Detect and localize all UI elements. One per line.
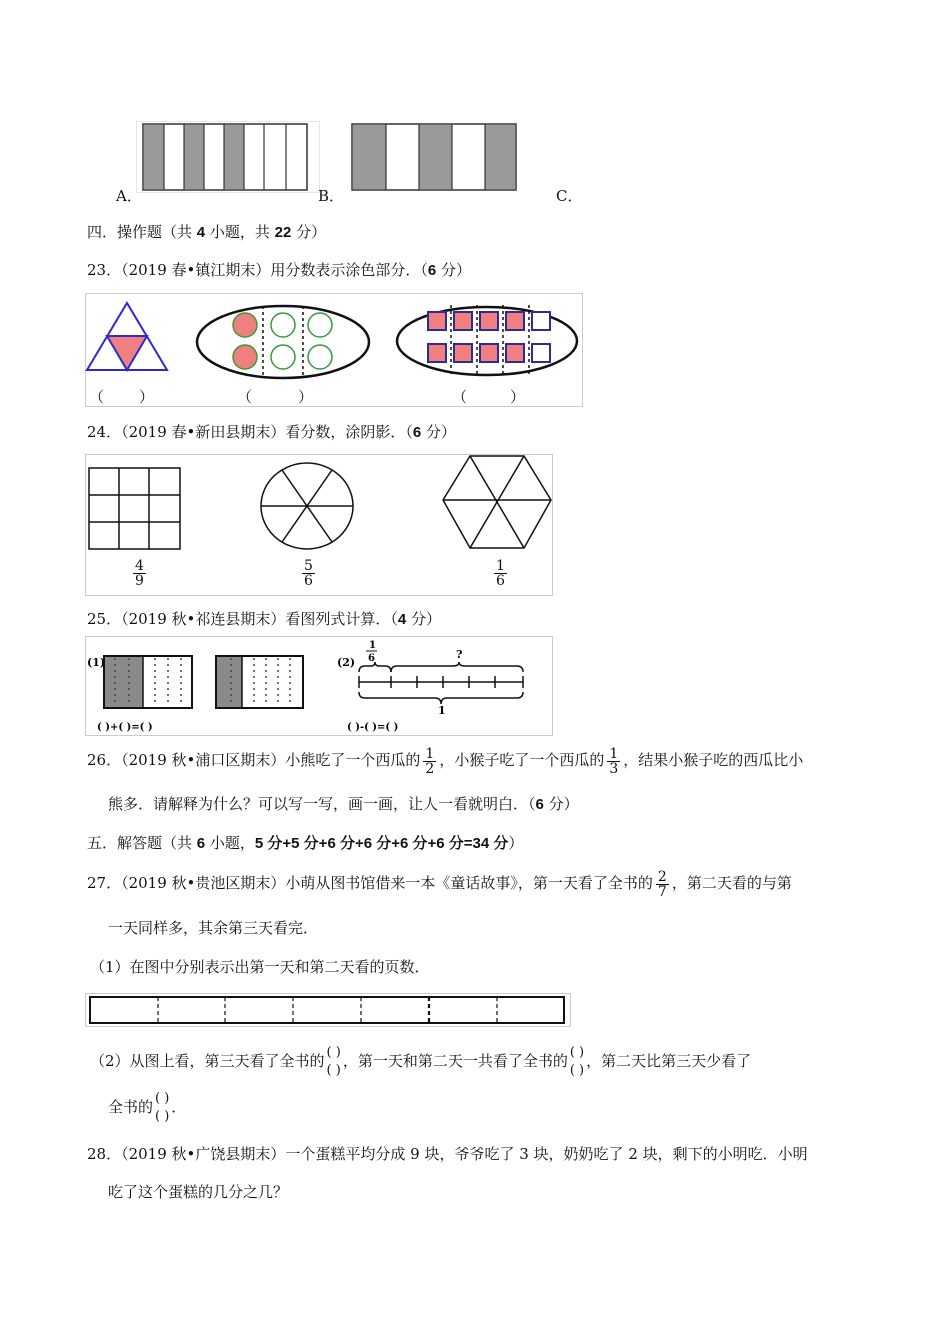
section4-heading: 四．操作题（共 4 小题，共 22 分） — [87, 223, 327, 241]
q28-stem-line2: 吃了这个蛋糕的几分之几？ — [108, 1183, 289, 1201]
q23-figure — [85, 293, 583, 407]
q23-answer-2-open: （ — [237, 388, 253, 406]
q27-subq2-cont: 全书的 ( ) ( ) ． — [108, 1091, 187, 1124]
q28-stem-line1: 28．（2019 秋•广饶县期末）一个蛋糕平均分成 9 块，爷爷吃了 3 块，奶奶吃了 2 块，剩下的小明吃．小明 — [87, 1145, 808, 1163]
q27-blank-2[interactable]: ( ) ( ) — [569, 1045, 585, 1078]
section5-heading: 五．解答题（共 6 小题，5 分+5 分+6 分+6 分+6 分+6 分=34 分） — [87, 834, 524, 852]
q25-part1-label: (1) — [87, 656, 106, 669]
q27-fraction: $\frac{2}{7}$ — [657, 868, 667, 900]
q23-answer-1-close: ） — [139, 388, 155, 406]
q23-answer-2-close: ） — [298, 388, 314, 406]
q27-blank-1[interactable]: ( ) ( ) — [326, 1045, 341, 1078]
q25-equation-1: ( )+( )=( ) — [97, 722, 153, 733]
q23-stem: 23．（2019 春•镇江期末）用分数表示涂色部分．（6 分） — [87, 261, 472, 279]
q26-stem-line1: 26．（2019 秋•浦口区期末）小熊吃了一个西瓜的 $\frac{1}{2}$ ，小猴子吃了一个西瓜的 $\frac{1}{3}$ ，结果小猴子吃的西瓜比小 — [87, 745, 804, 777]
q27-subq2: （2）从图上看，第三天看了全书的 ( ) ( ) ，第一天和第二天一共看了全书的 ( ) ( ) ，第二天比第三天少看了 — [90, 1045, 752, 1078]
option-a-label[interactable]: A． — [116, 187, 142, 205]
q25-part2-label: (2) — [337, 656, 356, 669]
q23-answer-3-open: （ — [452, 388, 468, 406]
q26-stem-line2: 熊多．请解释为什么？可以写一写，画一画，让人一看就明白．（6 分） — [108, 795, 579, 813]
q26-fraction-third: $\frac{1}{3}$ — [609, 745, 619, 777]
q27-stem-line2: 一天同样多，其余第三天看完． — [108, 919, 319, 937]
q24-stem: 24．（2019 春•新田县期末）看分数，涂阴影．（6 分） — [87, 423, 457, 441]
q25-frac-num: 1 — [369, 640, 376, 651]
q27-subq1: （1）在图中分别表示出第一天和第二天看的页数． — [90, 958, 430, 976]
q27-blank-3[interactable]: ( ) ( ) — [155, 1091, 170, 1124]
q25-equation-2: ( )-( )=( ) — [347, 722, 399, 733]
q24-figure — [85, 454, 553, 596]
q23-answer-3-close: ） — [510, 388, 526, 406]
q24-fraction-3: $\frac{1}{6}$ — [496, 558, 505, 589]
option-a-figure — [136, 121, 320, 193]
q23-answer-1-open: （ — [89, 388, 105, 406]
option-b-figure — [346, 121, 528, 193]
q27-stem-line1: 27．（2019 秋•贵池区期末）小萌从图书馆借来一本《童话故事》，第一天看了全书的 $\frac{2}{7}$ ，第二天看的与第 — [87, 868, 792, 900]
q25-question-mark: ? — [456, 648, 463, 661]
q27-bar-figure — [85, 993, 571, 1027]
q25-one-label: 1 — [438, 704, 446, 717]
option-c-label[interactable]: C． — [556, 187, 583, 205]
q25-frac-den: 6 — [368, 653, 375, 664]
q25-figure — [85, 636, 553, 736]
q25-stem: 25．（2019 秋•祁连县期末）看图列式计算．（4 分） — [87, 610, 442, 628]
option-b-label[interactable]: B． — [318, 187, 345, 205]
q26-fraction-half: $\frac{1}{2}$ — [425, 745, 435, 777]
q24-fraction-2: $\frac{5}{6}$ — [304, 558, 313, 589]
q24-fraction-1: $\frac{4}{9}$ — [135, 558, 144, 589]
